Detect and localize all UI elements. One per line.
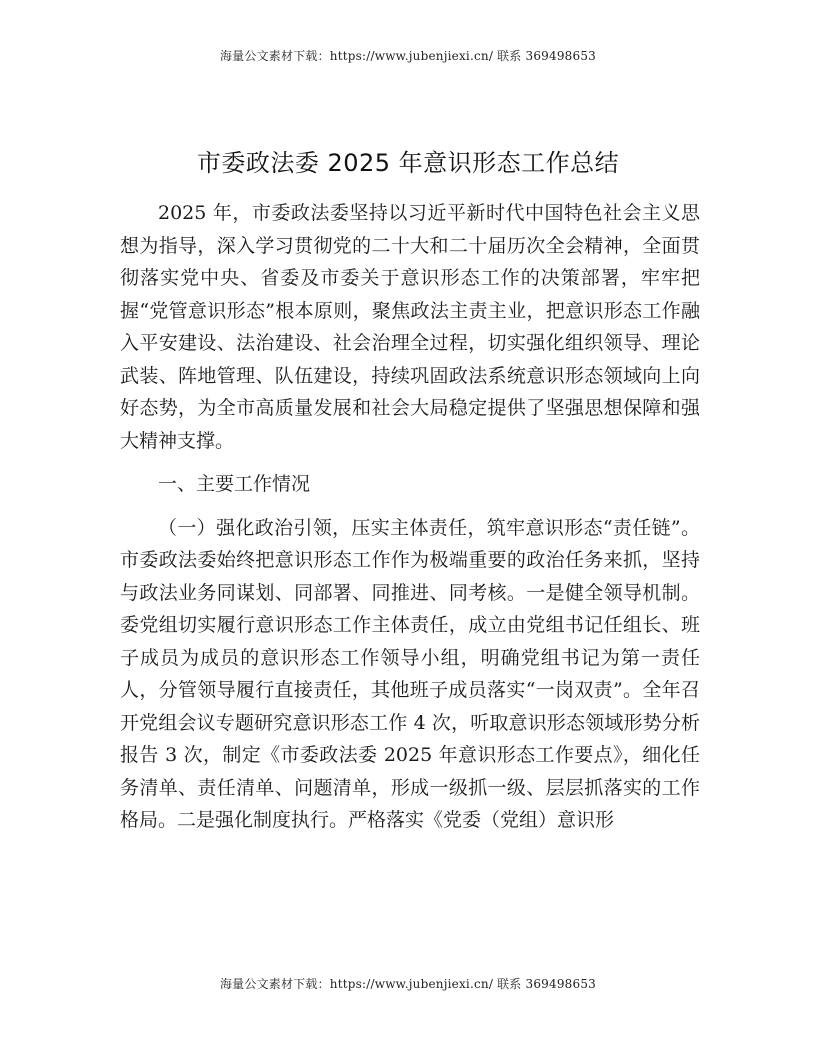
paragraph-gap xyxy=(120,501,700,512)
document-title: 市委政法委 2025 年意识形态工作总结 xyxy=(196,149,620,177)
intro-paragraph: 2025 年，市委政法委坚持以习近平新时代中国特色社会主义思想为指导，深入学习贯彻党的二十大和二十届历次全会精神，全面贯彻落实党中央、省委及市委关于意识形态工作的决策部署，牢牢把握“党管意识形态”根本原则，聚焦政法主责主业，把意识形态工作融入平安建设、法治建设、社会治理全过程，切实强化组织领导、理论武装、阵地管理、队伍建设，持续巩固政法系统意识形态领域向上向好态势，为全市高质量发展和社会大局稳定提供了坚强思想保障和强大精神支撑。 xyxy=(120,202,700,452)
section-heading: 一、主要工作情况 xyxy=(158,473,311,495)
header-watermark-note: 海量公文素材下载：https://www.jubenjiexi.cn/ 联系 369498653 xyxy=(219,49,597,63)
footer-watermark-note: 海量公文素材下载：https://www.jubenjiexi.cn/ 联系 369498653 xyxy=(219,977,597,991)
section-paragraph: （一）强化政治引领，压实主体责任，筑牢意识形态“责任链”。市委政法委始终把意识形态工作作为极端重要的政治任务来抓，坚持与政法业务同谋划、同部署、同推进、同考核。一是健全领导机制。委党组切实履行意识形态工作主体责任，成立由党组书记任组长、班子成员为成员的意识形态工作领导小组，明确党组书记为第一责任人，分管领导履行直接责任，其他班子成员落实“一岗双责”。全年召开党组会议专题研究意识形态工作 4 次，听取意识形态领域形势分析报告 3 次，制定《市委政法委 2025 年意识形态工作要点》，细化任务清单、责任清单、问题清单，形成一级抓一级、层层抓落实的工作格局。二是强化制度执行。严格落实《党委（党组）意识形 xyxy=(120,516,700,831)
paragraph-gap xyxy=(120,457,700,468)
document-body xyxy=(120,197,700,837)
